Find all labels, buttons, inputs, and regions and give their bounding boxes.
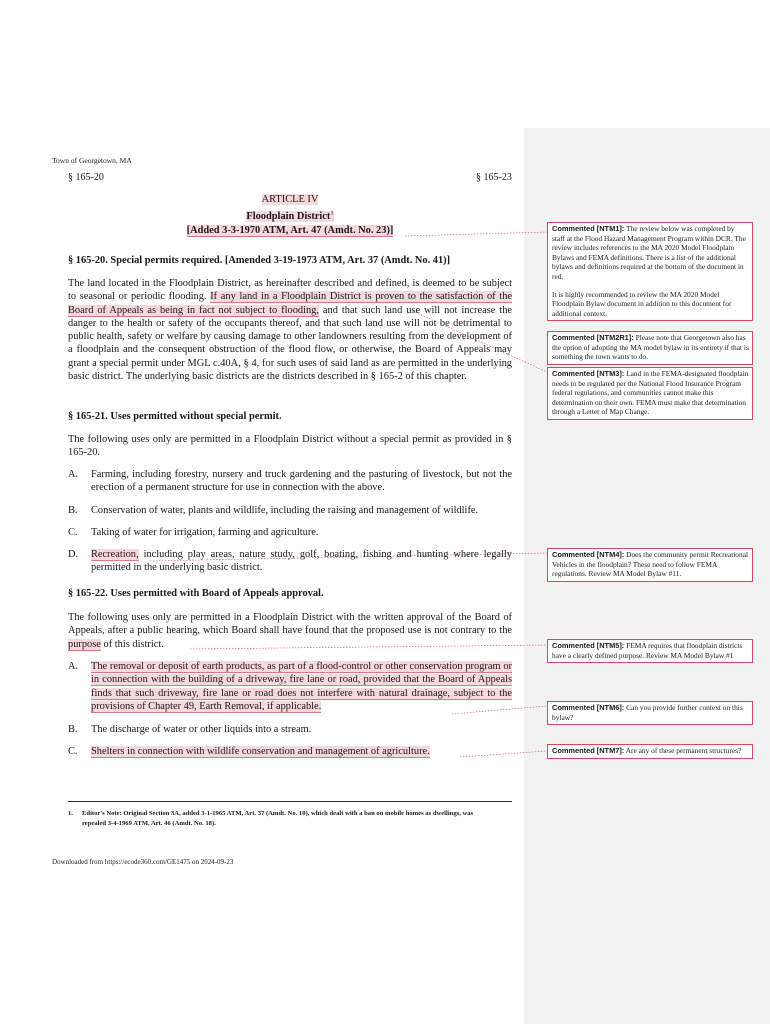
heading-165-20: § 165-20. Special permits required. [Amended 3-19-1973 ATM, Art. 37 (Amdt. No. 41)] [68, 255, 451, 266]
article-heading [68, 193, 512, 238]
heading-165-22: § 165-22. Uses permitted with Board of Appeals approval. [68, 588, 324, 599]
comment-ntm3[interactable]: Commented [NTM3]: Land in the FEMA-designated floodplain needs to be regulated per the National Flood Insurance Program federal regulations, and communities cannot make this determination on their own. FEMA must make that determination through a Letter of Map Change. [547, 367, 753, 420]
comment-ntm7[interactable]: Commented [NTM7]: Are any of these permanent structures? [547, 744, 753, 759]
intro-165-22: The following uses only are permitted in a Floodplain District with the written approval of the Board of Appeals, after a public hearing, which Board shall have found that the proposed use is not contrary to the purpose of this district. [68, 612, 512, 650]
comment-ntm1[interactable]: Commented [NTM1]: The review below was completed by staff at the Flood Hazard Management Program within DCR. The review includes references to the MA 2020 Model Floodplain Bylaws and FEMA definitions. There is a list of the additional bylaws and definitions required at the bottom of the document in red. It is highly recommended to review the MA 2020 Model Floodplain Bylaw document in addition to this document for additional context. [547, 222, 753, 321]
comment-ntm5[interactable]: Commented [NTM5]: FEMA requires that floodplain districts have a clearly defined purpose. Review MA Model Bylaw #1 [547, 639, 753, 663]
highlight-ntm4[interactable]: Recreation, [91, 549, 139, 560]
list-item-165-21-a: A. Farming, including forestry, nursery and truck gardening and the pasturing of livestock, but not the erection of a permanent structure for use in connection with the above. [68, 469, 512, 494]
town-header: Town of Georgetown, MA [52, 156, 132, 165]
list-item-165-22-a: A. The removal or deposit of earth products, as part of a flood-control or other conservation program or in connection with the building of a driveway, fire lane or road, provided that the Board of Appeals finds that such driveway, fire lane or road does not interfere with natural drainage, subject to the provisions of Chapter 49, Earth Removal, if applicable. [68, 661, 512, 712]
article-subtitle: Floodplain District [246, 211, 331, 223]
list-item-165-21-c: C. Taking of water for irrigation, farming and agriculture. [68, 527, 319, 538]
comment-ntm2r1[interactable]: Commented [NTM2R1]: Please note that Georgetown also has the option of adopting the MA model bylaw in its entirety if that is something the town wants to do. [547, 331, 753, 365]
highlight-ntm3[interactable]: If any land in a Floodplain District is proven to the satisfaction of the Board of Appeals as being in fact not subject to flooding, [68, 291, 512, 316]
highlight-ntm5[interactable]: purpose [68, 638, 101, 650]
list-item-165-21-d: D. Recreation, including play areas, nature study, golf, boating, fishing and hunting where legally permitted in the underlying basic district. [68, 549, 512, 574]
list-item-165-21-b: B. Conservation of water, plants and wildlife, including the raising and management of wildlife. [68, 505, 479, 516]
highlight-ntm6[interactable]: The removal or deposit of earth products, as part of a flood-control or other conservation program or in connection with the building of a driveway, fire lane or road, provided that the Board of Appeals finds that such driveway, fire lane or road does not interfere with natural drainage, subject to the provisions of Chapter 49, Earth Removal, if applicable. [91, 661, 512, 712]
list-item-165-22-c: C. Shelters in connection with wildlife conservation and management of agriculture. [68, 746, 430, 757]
footnote-divider [68, 801, 512, 802]
para-165-20: The land located in the Floodplain District, as hereinafter described and defined, is deemed to be subject to seasonal or periodic flooding. If any land in a Floodplain District is proven to the satisfaction of the Board of Appeals as being in fact not subject to flooding, and that such land use will not increase the danger to the health or safety of the occupants thereof, and that such land use will not be detrimental to public health, safety or welfare by causing damage to other landowners resulting from the development of a floodplain and the consequent obstruction of the flood flow, or otherwise, the Board of Appeals may grant a special permit under MGL c.40A, § 4, for such uses of said land as are permitted in the underlying basic district. The underlying basic districts are the districts described in § 165-2 of this chapter. [68, 278, 513, 383]
section-right: § 165-23 [476, 172, 512, 183]
footnote: 1. Editor's Note: Original Section 3A, added 3-1-1965 ATM, Art. 37 (Amdt. No. 10), which dealt with a ban on mobile homes as dwellings, was repealed 3-4-1969 ATM, Art. 46 (Amdt. No. 18). [68, 810, 474, 827]
section-left: § 165-20 [68, 172, 104, 183]
highlight-ntm7[interactable]: Shelters in connection with wildlife conservation and management of agriculture. [91, 746, 430, 757]
comment-ntm4[interactable]: Commented [NTM4]: Does the community permit Recreational Vehicles in the floodplain? These need to follow FEMA regulations. Review MA Model Bylaw #11. [547, 548, 753, 582]
intro-165-21: The following uses only are permitted in a Floodplain District without a special permit as provided in § 165-20. [68, 434, 512, 459]
article-title: ARTICLE IV [261, 194, 319, 205]
article-added: [Added 3-3-1970 ATM, Art. 47 (Amdt. No. 23)] [186, 225, 394, 237]
comment-ntm6[interactable]: Commented [NTM6]: Can you provide further context on this bylaw? [547, 701, 753, 725]
download-line: Downloaded from https://ecode360.com/GE1475 on 2024-09-23 [52, 858, 234, 866]
heading-165-21: § 165-21. Uses permitted without special permit. [68, 411, 282, 422]
list-item-165-22-b: B. The discharge of water or other liquids into a stream. [68, 724, 312, 735]
footnote-ref[interactable]: 1 [330, 210, 334, 217]
